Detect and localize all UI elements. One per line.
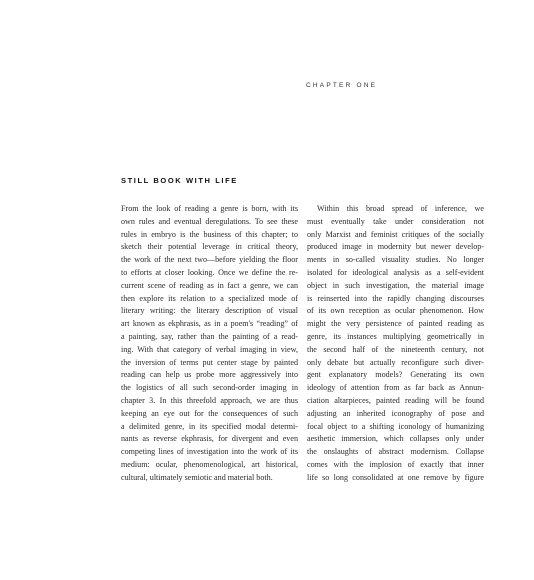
text-line: Within this broad spread of inference, we: [317, 204, 484, 213]
text-line: From the look of reading a genre is born, with its: [121, 204, 298, 213]
text-line: only Marxist and feminist critiques of the socially: [307, 229, 484, 239]
text-line: ideology of attention from as far back as Annun-: [307, 383, 484, 393]
text-line: nants as reverse ekphrasis, for divergent and even: [121, 434, 298, 444]
text-line: keeping an eye out for the consequences of such: [121, 408, 298, 418]
text-line: literary writing: the literary description of visual: [121, 306, 298, 316]
text-line: ments in so-called visuality studies. No longer: [307, 255, 484, 265]
text-line: medium: ocular, phenomenological, art historical,: [121, 459, 298, 469]
right-text-column: [307, 203, 484, 485]
text-line: rules in embryo is the business of this chapter; to: [121, 229, 298, 239]
text-line: the inversion of terms put center stage by painted: [121, 357, 298, 367]
text-line: aesthetic immersion, which collapses only under: [307, 434, 484, 444]
text-line: a painting, say, rather than the painting of a read-: [121, 331, 298, 341]
text-line: adjusting an inherited iconography of pose and: [307, 408, 484, 418]
chapter-title: STILL BOOK WITH LIFE: [121, 176, 238, 185]
text-line: art known as ekphrasis, as in a poem's “reading” of: [121, 319, 298, 329]
text-line: life so long consolidated at one remove by figure: [307, 472, 484, 482]
text-line: gent explanatory models? Generating its own: [307, 370, 484, 380]
text-line: only debate but actually reconfigure such diver-: [307, 357, 484, 367]
text-line: to efforts at closer looking. Once we define the re-: [121, 267, 298, 277]
text-line: competing lines of investigation into the work of its: [121, 447, 298, 457]
text-line: focal object to a shifting iconology of humanizing: [307, 421, 484, 431]
text-line: must eventually take under consideration not: [307, 216, 484, 226]
text-line: the onslaughts of abstract modernism. Collapse: [307, 447, 484, 457]
text-line: the second half of the nineteenth century, not: [307, 344, 484, 354]
chapter-label: CHAPTER ONE: [306, 82, 378, 89]
text-line: a delimited genre, in its specified modal determi-: [121, 421, 298, 431]
text-line: own rules and eventual deregulations. To see these: [121, 216, 298, 226]
text-line: is reinserted into the rapidly changing discourses: [307, 293, 484, 303]
text-line: chapter 3. In this threefold approach, we are thus: [121, 395, 298, 405]
text-line: ciation altarpieces, painted reading will be found: [307, 395, 484, 405]
text-line: current scene of reading as in fact a genre, we can: [121, 280, 298, 290]
text-line: cultural, ultimately semiotic and material both.: [121, 472, 273, 482]
text-line: reading can help us probe more aggressively into: [121, 370, 298, 380]
text-line: genre, its instances multiplying geometrically in: [307, 331, 484, 341]
text-line: ing. With that category of verbal imaging in view,: [121, 344, 298, 354]
text-line: isolated for ideological analysis as a self-evident: [307, 267, 484, 277]
text-line: produced image in modernity but newer develop-: [307, 242, 484, 252]
text-line: of its own reception as ocular phenomenon. How: [307, 306, 484, 316]
text-line: comes with the implosion of exactly that inner: [307, 459, 484, 469]
text-line: sketch their potential leverage in critical theory,: [121, 242, 298, 252]
text-line: might the very persistence of painted reading as: [307, 319, 484, 329]
text-line: the logistics of all such second-order imaging in: [121, 383, 298, 393]
text-line: object in such investigation, the material image: [307, 280, 484, 290]
left-text-column: [121, 203, 298, 485]
text-line: then explore its relation to a specialized mode of: [121, 293, 298, 303]
text-line: the work of the next two—before yielding the floor: [121, 255, 298, 265]
